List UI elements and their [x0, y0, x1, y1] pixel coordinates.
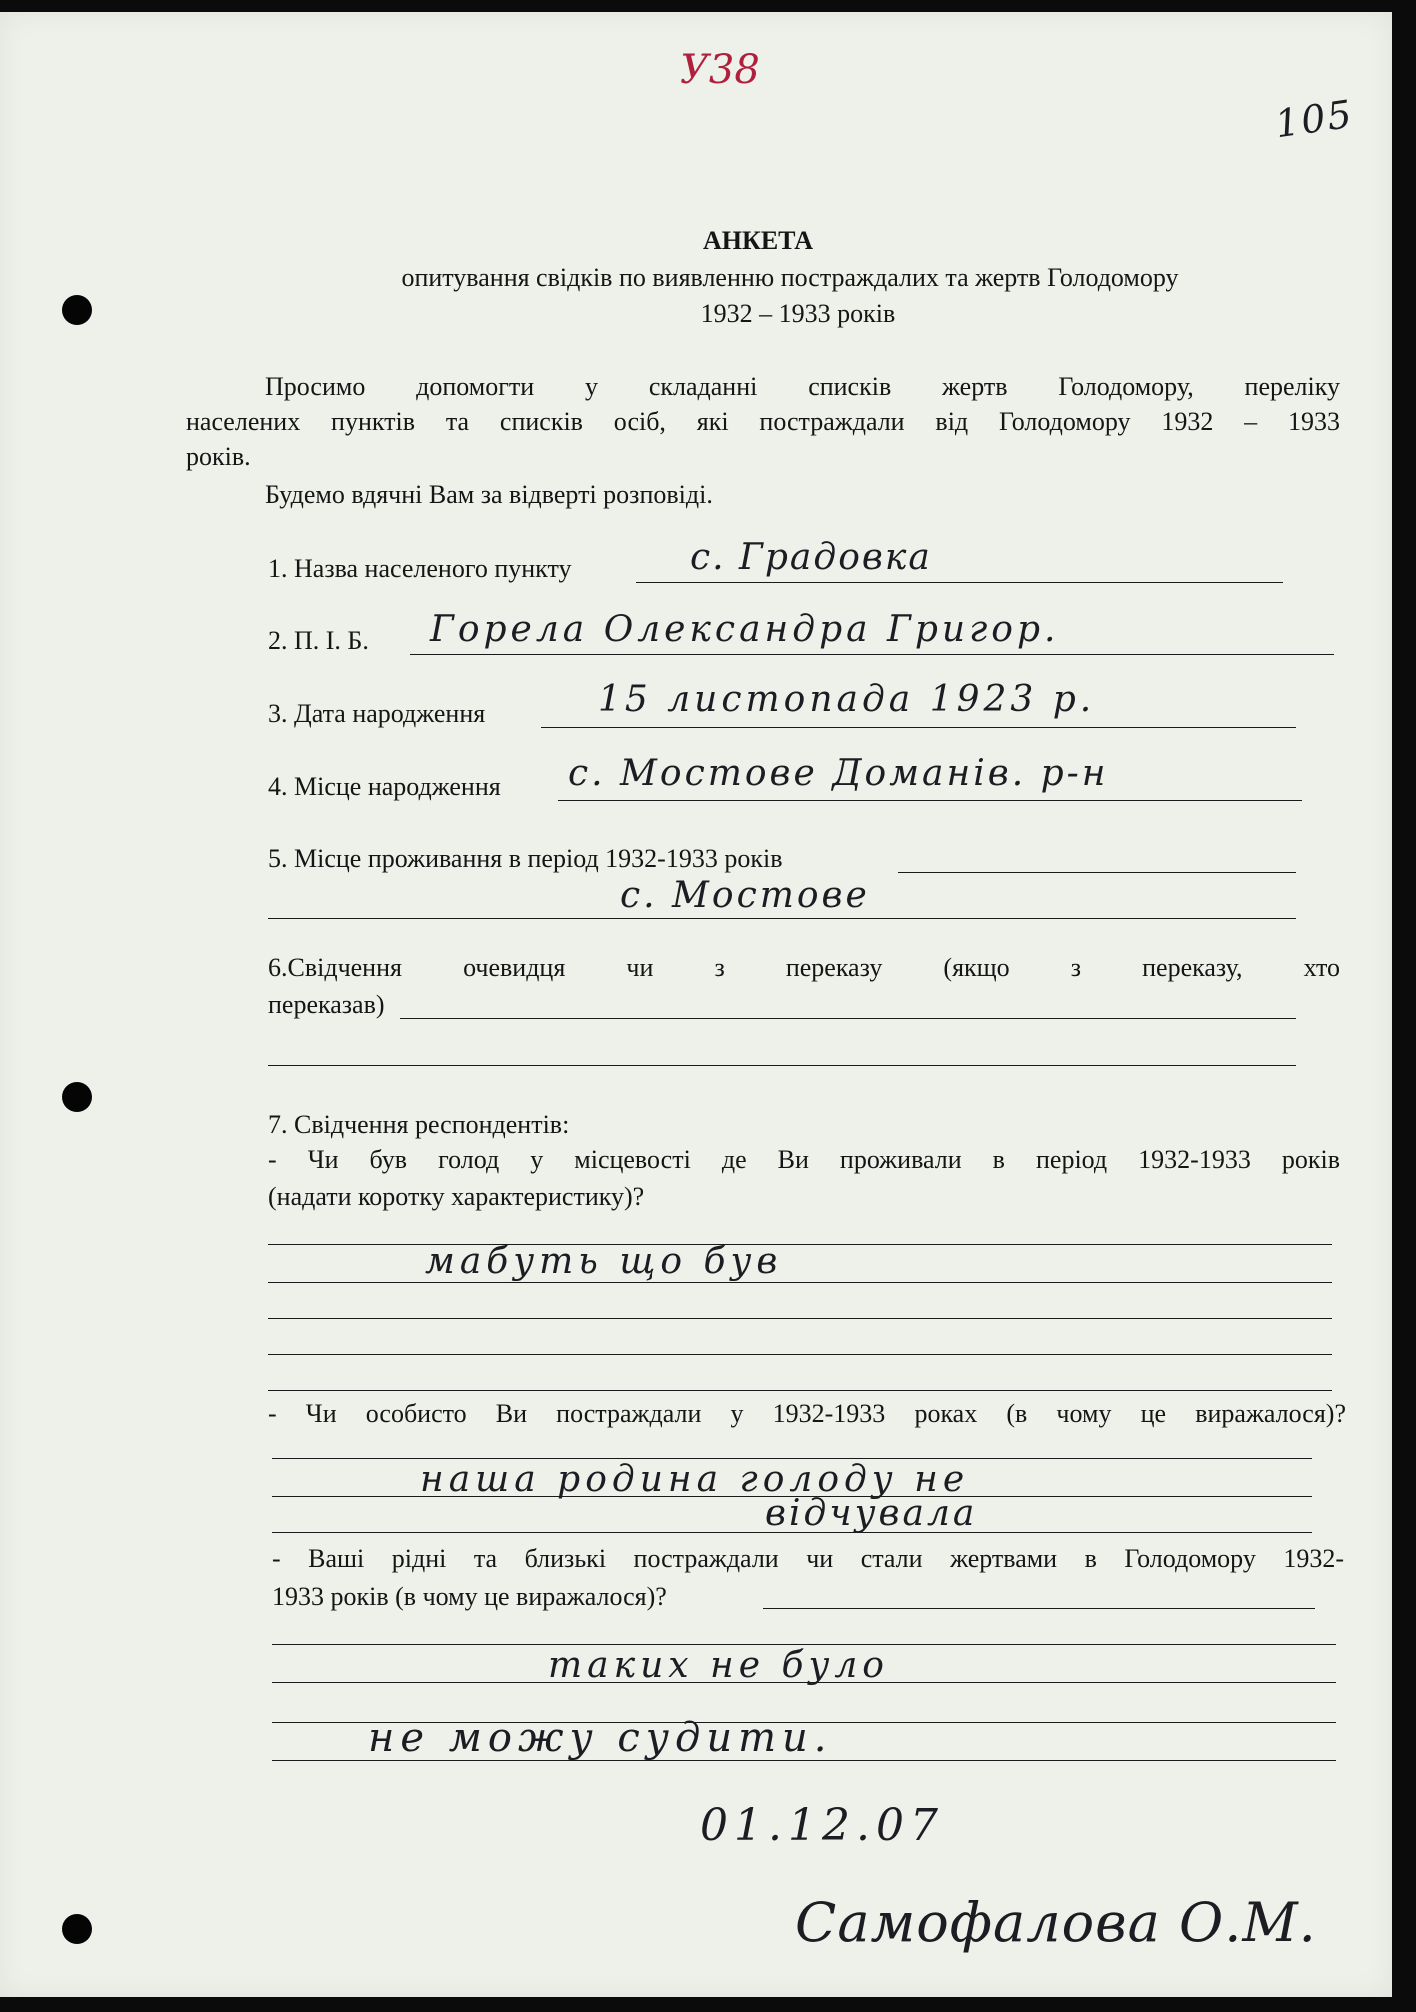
questionnaire-page	[0, 12, 1392, 1997]
settlement-label: 1. Назва населеного пункту	[268, 554, 572, 583]
intro-text: населених пунктів та списків осіб, які постраждали від Голодомору 1932 – 1933	[186, 407, 1340, 436]
answer-line	[763, 1608, 1315, 1609]
thanks-text: Будемо вдячні Вам за відверті розповіді.	[265, 480, 713, 509]
birth-date-label: 3. Дата народження	[268, 699, 486, 728]
intro-text: Просимо допомогти у складанні списків жертв Голодомору, переліку	[265, 372, 1340, 401]
answer-line	[268, 1390, 1332, 1391]
intro-text: років.	[186, 442, 251, 471]
question-3: - Ваші рідні та близькі постраждали чи стали жертвами в Голодомору 1932-	[272, 1544, 1344, 1573]
question-3: 1933 років (в чому це виражалося)?	[272, 1582, 667, 1611]
form-subtitle-years: 1932 – 1933 років	[700, 299, 896, 328]
birth-date-line	[541, 727, 1296, 728]
settlement-line	[636, 582, 1283, 583]
answer-1: мабуть що був	[425, 1241, 783, 1282]
birth-place-line	[558, 800, 1302, 801]
testimony-type-line-2	[268, 1065, 1296, 1066]
survey-date: 01.12.07	[700, 1800, 944, 1851]
residence-label: 5. Місце проживання в період 1932-1933 років	[268, 844, 783, 873]
question-1: (надати коротку характеристику)?	[268, 1182, 645, 1211]
settlement-value: с. Градовка	[690, 537, 932, 578]
answer-line	[268, 1282, 1332, 1283]
testimony-type-label: переказав)	[268, 990, 385, 1019]
residence-line	[898, 872, 1296, 873]
name-label: 2. П. І. Б.	[268, 626, 369, 655]
page-number: 105	[1272, 91, 1357, 147]
answer-2: наша родина голоду не	[420, 1459, 970, 1500]
punch-hole	[62, 1914, 92, 1944]
section7-heading: 7. Свідчення респондентів:	[268, 1110, 570, 1139]
interviewer-signature: Самофалова О.М.	[795, 1891, 1317, 1954]
name-value: Горела Олександра Григор.	[430, 609, 1060, 650]
form-subtitle: опитування свідків по виявленню постраждалих та жертв Голодомору	[401, 263, 1179, 292]
residence-line-2	[268, 918, 1296, 919]
archive-number: У38	[680, 47, 760, 93]
answer-2-continued: відчувала	[765, 1493, 978, 1534]
birth-place-label: 4. Місце народження	[268, 772, 501, 801]
punch-hole	[62, 295, 92, 325]
answer-3-continued: не можу судити.	[368, 1715, 833, 1761]
question-2: - Чи особисто Ви постраждали у 1932-1933 роках (в чому це виражалося)?	[268, 1399, 1346, 1428]
form-title: АНКЕТА	[702, 226, 814, 255]
birth-date-value: 15 листопада 1923 р.	[598, 679, 1096, 720]
answer-line	[268, 1318, 1332, 1319]
residence-value: с. Мостове	[620, 875, 870, 916]
answer-3: таких не було	[548, 1645, 889, 1686]
question-1: - Чи був голод у місцевості де Ви проживали в період 1932-1933 років	[268, 1145, 1340, 1174]
punch-hole	[62, 1082, 92, 1112]
testimony-type-label: 6.Свідчення очевидця чи з переказу (якщо з переказу, хто	[268, 953, 1340, 982]
name-line	[410, 654, 1334, 655]
birth-place-value: с. Мостове Доманів. р-н	[568, 753, 1109, 794]
testimony-type-line	[400, 1018, 1296, 1019]
answer-line	[268, 1354, 1332, 1355]
